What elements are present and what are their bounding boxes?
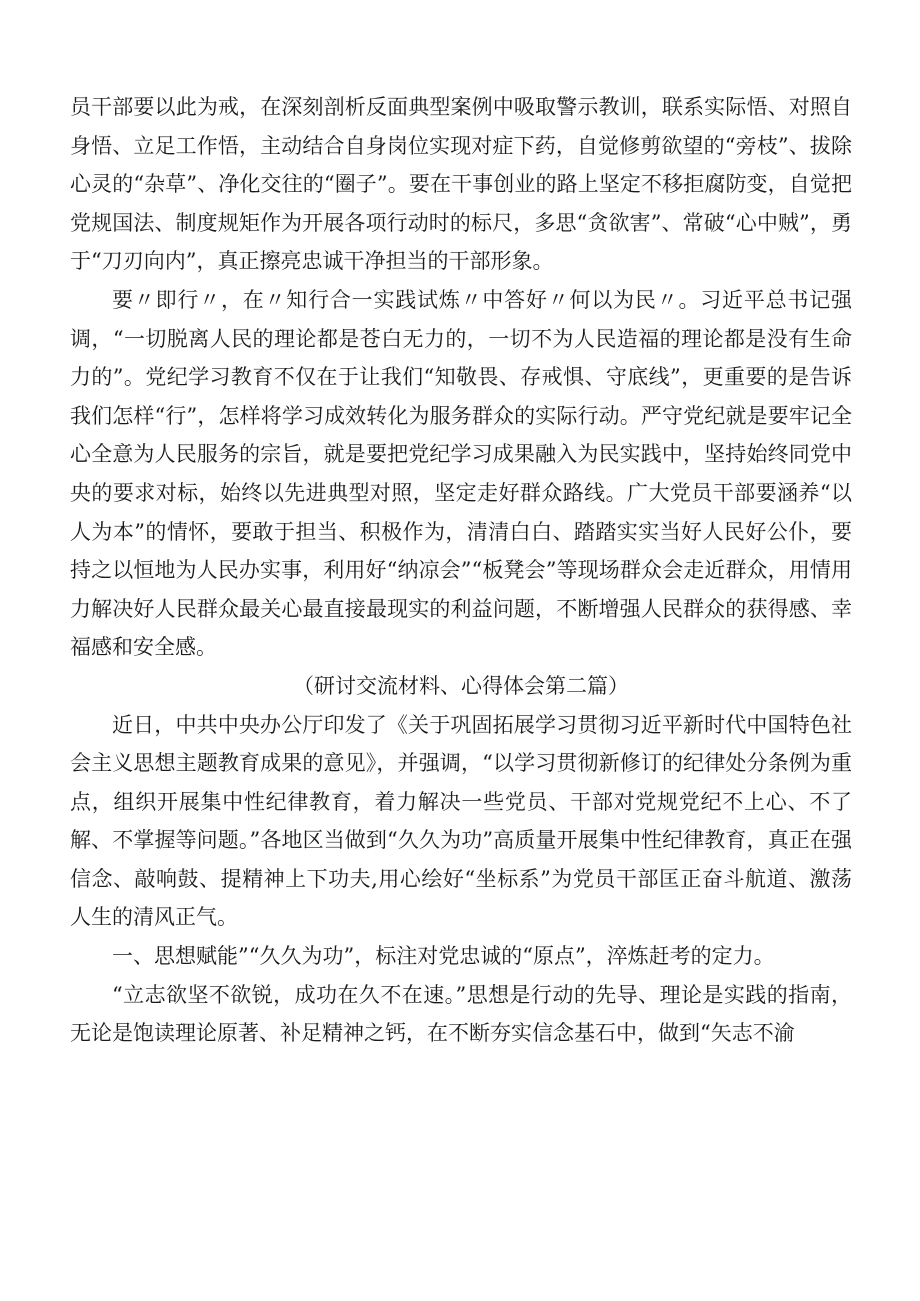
paragraph-1: 员干部要以此为戒，在深刻剖析反面典型案例中吸取警示教训，联系实际悟、对照自身悟、立足工作悟，主动结合自身岗位实现对症下药，自觉修剪欲望的“旁枝”、拔除心灵的“杂草”、净化交往的“圈子”。要在干事创业的路上坚定不移拒腐防变，自觉把党规国法、制度规矩作为开展各项行动时的标尺，多思“贪欲害”、常破“心中贼”，勇于“刀刃向内”，真正擦亮忠诚干净担当的干部形象。 (70, 95, 852, 274)
section-heading: （研讨交流材料、心得体会第二篇） (293, 673, 629, 698)
paragraph-3: 近日，中共中央办公厅印发了《关于巩固拓展学习贯彻习近平新时代中国特色社会主义思想主题教育成果的意见》，并强调，“以学习贯彻新修订的纪律处分条例为重点，组织开展集中性纪律教育，着力解决一些党员、干部对党规党纪不上心、不了解、不掌握等问题。”各地区当做到“久久为功”高质量开展集中性纪律教育，真正在强信念、敲响鼓、提精神上下功夫,用心绘好“坐标系”为党员干部匡正奋斗航道、激荡人生的清风正气。 (70, 712, 852, 930)
document-page (70, 88, 852, 1053)
paragraph-4: “立志欲坚不欲锐，成功在久不在速。”思想是行动的先导、理论是实践的指南，无论是饱读理论原著、补足精神之钙，在不断夯实信念基石中，做到“矢志不渝 (70, 982, 852, 1046)
subheading-1: 一、思想赋能”“久久为功”，标注对党忠诚的“原点”，淬炼赶考的定力。 (112, 944, 775, 969)
paragraph-2: 要〃即行〃，在〃知行合一实践试炼〃中答好〃何以为民〃。习近平总书记强调，“一切脱离人民的理论都是苍白无力的，一切不为人民造福的理论都是没有生命力的”。党纪学习教育不仅在于让我们“知敬畏、存戒惧、守底线”，更重要的是告诉我们怎样“行”，怎样将学习成效转化为服务群众的实际行动。严守党纪就是要牢记全心全意为人民服务的宗旨，就是要把党纪学习成果融入为民实践中，坚持始终同党中央的要求对标，始终以先进典型对照，坚定走好群众路线。广大党员干部要涵养“以人为本”的情怀，要敢于担当、积极作为，清清白白、踏踏实实当好人民好公仆，要持之以恒地为人民办实事，利用好“纳凉会”“板凳会”等现场群众会走近群众，用情用力解决好人民群众最关心最直接最现实的利益问题，不断增强人民群众的获得感、幸福感和安全感。 (70, 287, 852, 660)
